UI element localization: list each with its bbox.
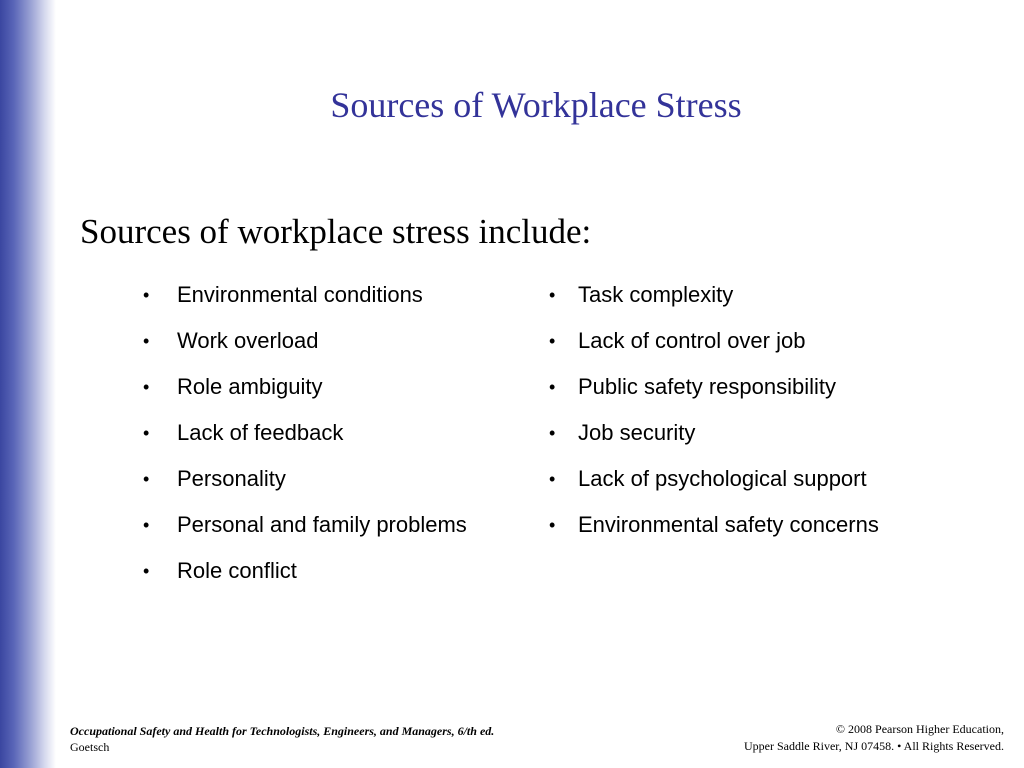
copyright-line-2: Upper Saddle River, NJ 07458. • All Rights Reserved. [743, 739, 1004, 753]
list-item [549, 418, 879, 464]
bullet-icon: • [549, 285, 556, 305]
list-item-text: Environmental conditions [177, 282, 423, 307]
slide-title: Sources of Workplace Stress [330, 85, 742, 125]
list-item [549, 372, 879, 418]
list-item-text: Lack of feedback [177, 420, 344, 445]
copyright-line-1: © 2008 Pearson Higher Education, [835, 722, 1004, 736]
bullet-icon: • [143, 285, 150, 305]
list-item [143, 556, 467, 602]
bullet-icon: • [549, 423, 556, 443]
list-item-text: Personal and family problems [177, 512, 467, 537]
list-item-text: Task complexity [578, 282, 734, 307]
list-item [549, 326, 879, 372]
bullet-list-left [143, 280, 467, 602]
list-item-text: Job security [578, 420, 696, 445]
bullet-icon: • [143, 377, 150, 397]
bullet-icon: • [143, 515, 150, 535]
list-item-text: Role ambiguity [177, 374, 323, 399]
list-item-text: Public safety responsibility [578, 374, 837, 399]
bullet-icon: • [549, 377, 556, 397]
list-item [143, 510, 467, 556]
bullet-icon: • [143, 561, 150, 581]
list-item [549, 280, 879, 326]
list-item-text: Role conflict [177, 558, 297, 583]
list-item [143, 464, 467, 510]
list-item [143, 418, 467, 464]
footer-copyright [744, 721, 1004, 755]
bullet-icon: • [549, 469, 556, 489]
list-item-text: Lack of control over job [578, 328, 806, 353]
bullet-icon: • [143, 331, 150, 351]
book-title: Occupational Safety and Health for Technologists, Engineers, and Managers, 6/th ed. [70, 724, 495, 738]
bullet-icon: • [549, 331, 556, 351]
bullet-icon: • [143, 423, 150, 443]
author-name: Goetsch [70, 740, 110, 754]
list-item [143, 280, 467, 326]
list-item-text: Personality [177, 466, 286, 491]
list-item-text: Work overload [177, 328, 319, 353]
footer-citation [70, 723, 494, 755]
list-item [143, 372, 467, 418]
list-item-text: Lack of psychological support [578, 466, 867, 491]
list-item [549, 464, 879, 510]
bullet-list-right [549, 280, 879, 556]
list-item [549, 510, 879, 556]
bullet-icon: • [143, 469, 150, 489]
intro-text: Sources of workplace stress include: [80, 212, 592, 251]
list-item [143, 326, 467, 372]
bullet-icon: • [549, 515, 556, 535]
list-item-text: Environmental safety concerns [578, 512, 879, 537]
